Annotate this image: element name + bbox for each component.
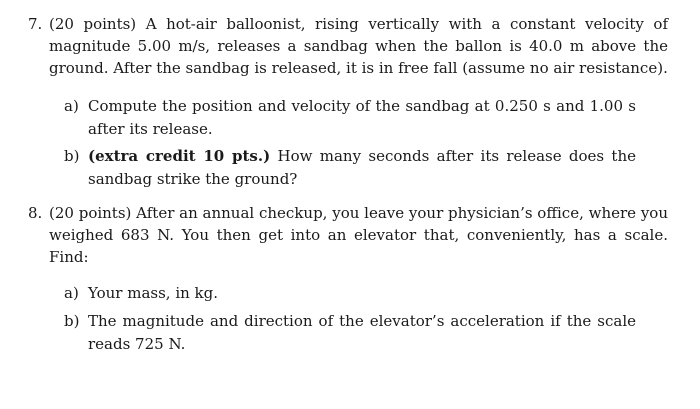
part-label: b) [64,312,80,330]
part-text: Compute the position and velocity of the sandbag at 0.250 s and 1.00 s after its release. [88,97,636,138]
part-label: b) [64,147,80,165]
part-text-container [88,145,636,191]
problem-7 [28,13,668,79]
part-label: a) [64,97,79,115]
problem-8-part-a [64,282,636,305]
part-label: a) [64,284,79,302]
part-text: Your mass, in kg. [88,284,219,302]
problem-8-number: 8. [28,204,43,222]
problem-7-statement: (20 points) A hot-air balloonist, rising vertically with a constant velocity of magnitude 5.00 m/s, releases a sandbag when the ballon is 40.0 m above the ground. After the sandbag is released, it is in free fall (assume no air resistance). [49,15,668,77]
problem-7-number: 7. [28,15,43,33]
problem-7-part-b [64,145,636,191]
problem-8 [28,202,668,268]
problem-8-statement: (20 points) After an annual checkup, you leave your physician’s office, where you weighed 683 N. You then get into an elevator that, conveniently, has a scale. Find: [49,204,668,266]
part-text: How many seconds after its release does the sandbag strike the ground? [88,147,636,188]
problem-8-part-b [64,310,636,356]
problem-7-part-a [64,95,636,141]
extra-credit-emphasis: (extra credit 10 pts.) [88,147,271,165]
part-text: The magnitude and direction of the elevator’s acceleration if the scale reads 725 N. [88,312,636,353]
